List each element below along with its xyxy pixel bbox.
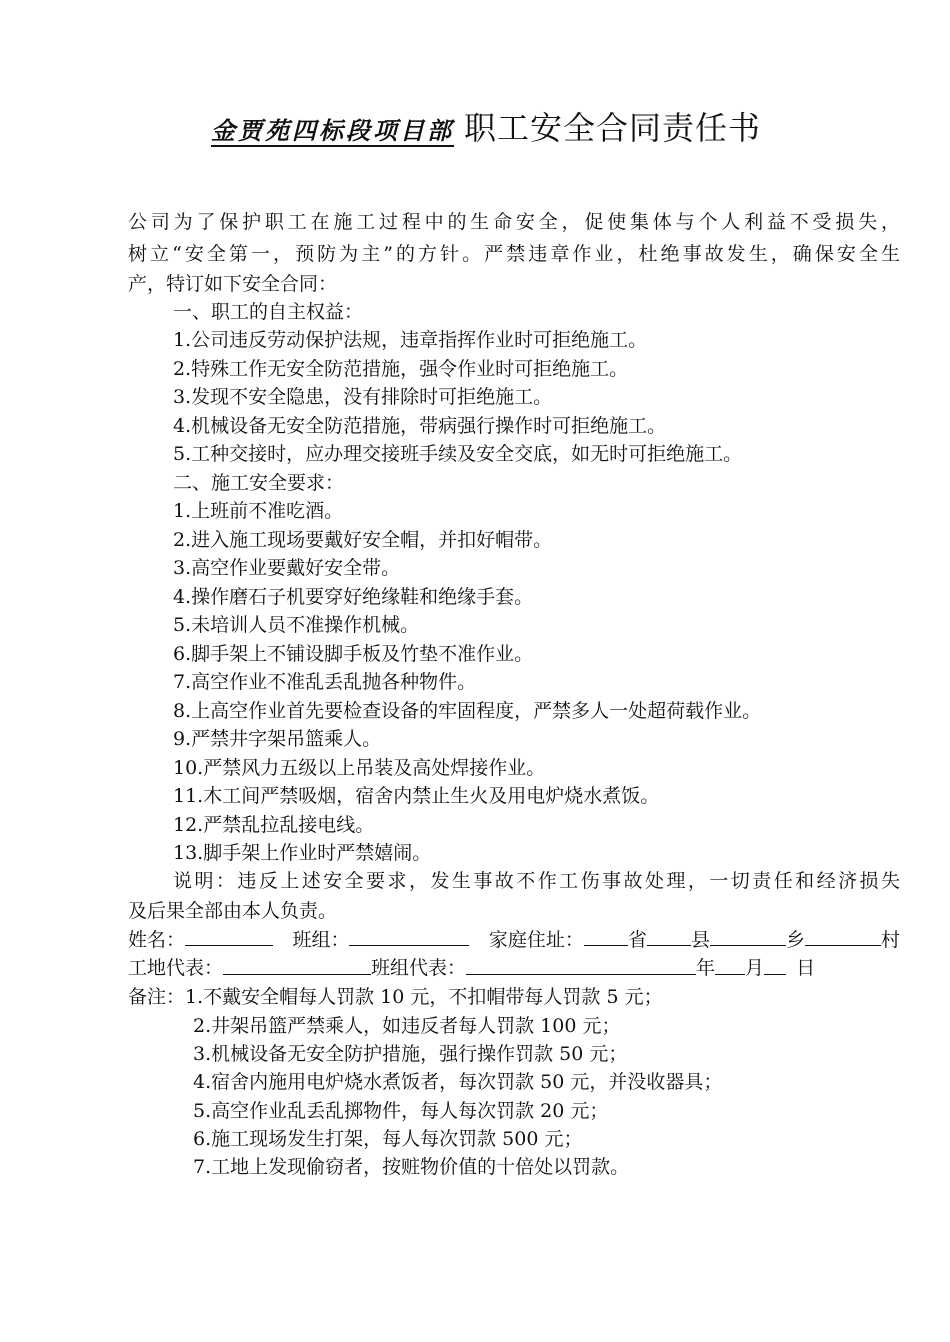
section2-item: 3.高空作业要戴好安全带。 (173, 557, 401, 579)
address-label: 家庭住址： (488, 929, 584, 951)
section2-item: 9.严禁井字架吊篮乘人。 (173, 728, 382, 750)
remark-item: 4.宿舍内施用电炉烧水煮饭者，每次罚款 50 元，并没收器具； (193, 1071, 723, 1093)
township-label: 乡 (785, 929, 805, 951)
remark-item: 1.不戴安全帽每人罚款 10 元，不扣帽带每人罚款 5 元； (185, 986, 663, 1008)
document-name: 职工安全合同责任书 (463, 109, 761, 147)
month-label: 月 (745, 957, 765, 979)
section2-item: 8.上高空作业首先要检查设备的牢固程度，严禁多人一处超荷载作业。 (173, 700, 762, 722)
section2-item: 2.进入施工现场要戴好安全帽，并扣好帽带。 (173, 529, 553, 551)
form-row-signatures (128, 954, 900, 983)
village-field[interactable] (805, 925, 881, 946)
company-name: 金贾苑四标段项目部 (210, 117, 454, 145)
remark-item: 2.井架吊篮严禁乘人，如违反者每人罚款 100 元； (193, 1015, 621, 1037)
section2-item: 11.木工间严禁吸烟，宿舍内禁止生火及用电炉烧水煮饭。 (173, 785, 660, 807)
day-field[interactable] (764, 954, 786, 975)
section2-item: 7.高空作业不准乱丢乱抛各种物件。 (173, 671, 477, 693)
remark-item: 7.工地上发现偷窃者，按赃物价值的十倍处以罚款。 (193, 1156, 630, 1178)
section2-heading: 二、施工安全要求： (173, 472, 345, 494)
section1-item: 5.工种交接时，应办理交接班手续及安全交底，如无时可拒绝施工。 (173, 443, 743, 465)
township-field[interactable] (710, 925, 786, 946)
section1-item: 4.机械设备无安全防范措施，带病强行操作时可拒绝施工。 (173, 415, 667, 437)
village-label: 村 (880, 929, 900, 951)
section1-heading: 一、职工的自主权益： (173, 301, 364, 323)
team-field[interactable] (349, 925, 469, 946)
section2-item: 13.脚手架上作业时严禁嬉闹。 (173, 842, 432, 864)
remark-item: 5.高空作业乱丢乱掷物件，每人每次罚款 20 元； (193, 1100, 609, 1122)
team-rep-label: 班组代表： (371, 957, 467, 979)
province-label: 省 (627, 929, 647, 951)
remark-item: 3.机械设备无安全防护措施，强行操作罚款 50 元； (193, 1043, 628, 1065)
section1-item: 1.公司违反劳动保护法规，违章指挥作业时可拒绝施工。 (173, 329, 648, 351)
remark-item: 6.施工现场发生打架，每人每次罚款 500 元； (193, 1128, 583, 1150)
section2-item: 5.未培训人员不准操作机械。 (173, 614, 420, 636)
form-row-personal (128, 925, 900, 955)
name-label: 姓名： (128, 929, 186, 951)
site-rep-field[interactable] (223, 954, 371, 975)
section2-item: 10.严禁风力五级以上吊装及高处焊接作业。 (173, 757, 546, 779)
intro-line-3: 产，特订如下安全合同： (128, 273, 338, 295)
document-title (0, 103, 950, 149)
county-field[interactable] (647, 925, 691, 946)
section1-item: 2.特殊工作无安全防范措施，强令作业时可拒绝施工。 (173, 358, 629, 380)
remarks-first-line (128, 983, 663, 1012)
day-label: 日 (796, 957, 816, 979)
section1-item: 3.发现不安全隐患，没有排除时可拒绝施工。 (173, 386, 553, 408)
year-label: 年 (696, 957, 716, 979)
site-rep-label: 工地代表： (128, 957, 224, 979)
intro-line-2: 树立“安全第一，预防为主”的方针。严禁违章作业，杜绝事故发生，确保安全生 (128, 243, 900, 265)
section2-item: 6.脚手架上不铺设脚手板及竹垫不准作业。 (173, 643, 534, 665)
remarks-label: 备注： (128, 986, 186, 1008)
team-rep-field[interactable] (466, 954, 696, 975)
county-label: 县 (690, 929, 710, 951)
team-label: 班组： (292, 929, 350, 951)
section2-item: 12.严禁乱拉乱接电线。 (173, 814, 375, 836)
section2-item: 1.上班前不准吃酒。 (173, 500, 344, 522)
intro-line-1: 公司为了保护职工在施工过程中的生命安全，促使集体与个人利益不受损失， (128, 211, 900, 233)
explanation-line-2: 及后果全部由本人负责。 (128, 900, 338, 922)
month-field[interactable] (715, 954, 745, 975)
explanation-line-1: 说明：违反上述安全要求，发生事故不作工伤事故处理，一切责任和经济损失 (173, 870, 900, 892)
section2-item: 4.操作磨石子机要穿好绝缘鞋和绝缘手套。 (173, 586, 534, 608)
province-field[interactable] (584, 925, 628, 946)
name-field[interactable] (185, 925, 273, 946)
